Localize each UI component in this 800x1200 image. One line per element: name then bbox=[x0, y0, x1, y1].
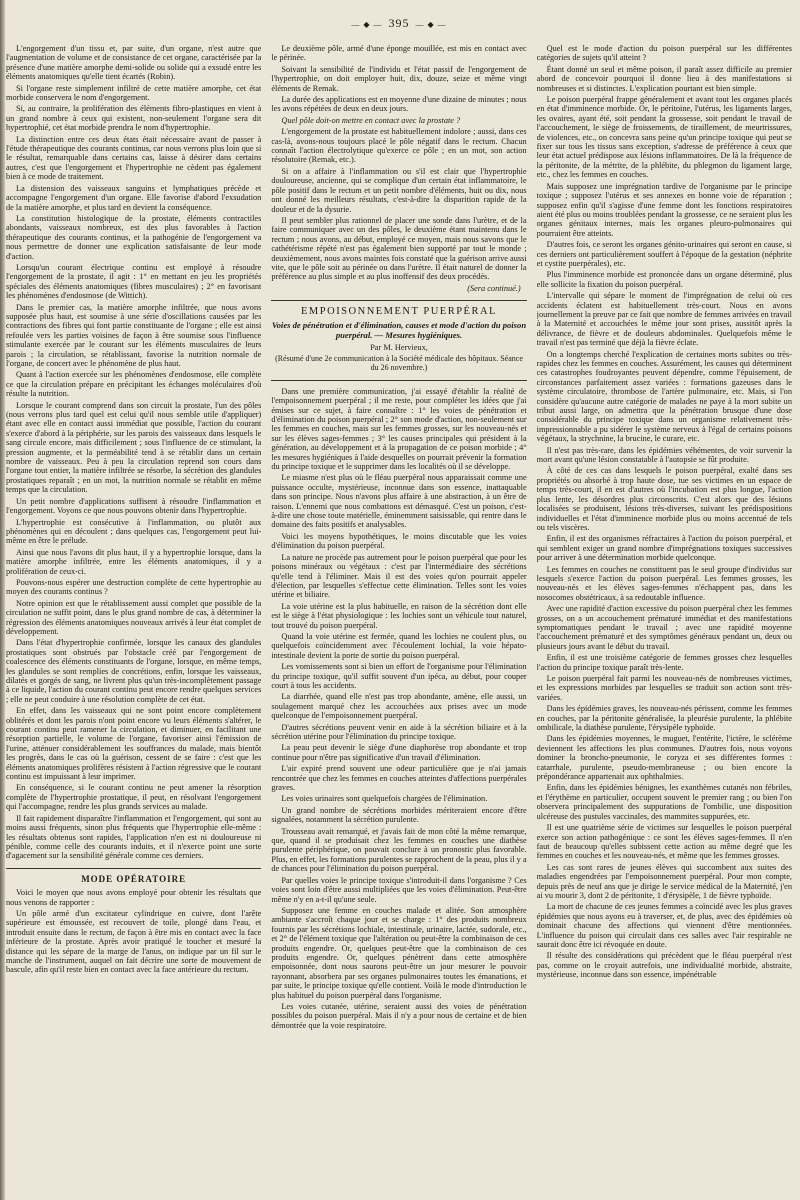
paragraph: Si l'organe reste simplement infiltré de cette matière amorphe, cet état morbide conservera le nom d'engorgement. bbox=[6, 83, 262, 103]
page-number: — ◆ — 395 — ◆ — bbox=[345, 16, 452, 30]
paragraph: Il peut sembler plus rationnel de placer une sonde dans l'urètre, et de la faire communiquer avec un des pôles, le deuxième étant maintenu dans le rectum ; nous avons, au début, employé ce moyen, mais nous savons que le cathétérisme répété n'est pas également bien supporté par tout le monde ; deuxièmement, nous avons maintes fois constaté que la guérison arrive aussi vite, que le pôle soit au périnée ou dans l'urètre. Il était naturel de donner la préférence au plus simple et au plus inoffensif des deux procédés. bbox=[271, 215, 527, 282]
column-2-paragraphs-2 bbox=[271, 127, 526, 282]
paragraph: Le miasme n'est plus où le fléau puerpéral nous apparaissait comme une puissance occulte, mystérieuse, inconnue dans son essence, inattaquable dans son principe. Nous n'avons plus affaire à une abstraction, à un être de raison. L'ennemi que nous combattons est démasqué. C'est un poison, c'est-à-dire une chose toute matérielle, éminemment saisissable, qui rentre dans le domaine des faits positifs et analysables. bbox=[271, 473, 527, 530]
paragraph: En conséquence, si le courant continu ne peut amener la résorption complète de l'hypertrophie prostatique, il peut, en résolvant l'engorgement qui l'accompagne, rendre les plus grands services au malade. bbox=[6, 783, 262, 812]
column-1-paragraphs-after bbox=[6, 888, 261, 975]
column-3 bbox=[537, 44, 792, 1194]
paragraph: Lorsqu'un courant électrique continu est employé à résoudre l'engorgement de la prostate, il agit : 1° en mettant en jeu les propriétés spéciales des éléments anatomiques (fibres musculaires) ; 2° en favorisant les phénomènes d'endosmose (de Wittich). bbox=[6, 262, 262, 301]
page-header bbox=[6, 14, 792, 44]
section-divider bbox=[6, 868, 261, 869]
paragraph: Il fait rapidement disparaître l'inflammation et l'engorgement, qui sont au moins aussi fréquents, sinon plus fréquents que l'hypertrophie elle-même : les résultats obtenus sont rapides, l'application n'en est ni douloureuse ni pénible, comme celle des courants induits, et il n'exerce point une sorte d'agacement sur la sensibilité générale comme ces derniers. bbox=[6, 813, 262, 861]
paragraph: La peau peut devenir le siège d'une diaphorèse trop abondante et trop continue pour n'être pas significative d'un travail d'élimination. bbox=[271, 743, 527, 762]
article-subtitle: Voies de pénétration et d'élimination, causes et mode d'action du poison puerpéral. — Mesures hygiéniques. bbox=[271, 319, 527, 340]
paragraph: Pouvons-nous espérer une destruction complète de cette hypertrophie au moyen des courants continus ? bbox=[6, 577, 262, 597]
paragraph: La mort de chacune de ces jeunes femmes a coïncidé avec les plus graves épidémies que nous ayons eu à traverser, et, de plus, avec des épidémies où dominait chacune des affections qui viennent d'être mentionnées. L'influence du poison qui circulait dans ces salles avec l'air respirable ne saurait donc être ici révoquée en doute. bbox=[536, 902, 792, 949]
continuation-note: (Sera continué.) bbox=[467, 283, 521, 293]
article-divider bbox=[271, 300, 526, 301]
text-columns bbox=[6, 44, 792, 1194]
paragraph: Voici le moyen que nous avons employé pour obtenir les résultats que nous venons de rapporter : bbox=[6, 888, 262, 907]
paragraph: Un petit nombre d'applications suffisent à résoudre l'inflammation et l'engorgement. Voyons ce que nous pouvons obtenir dans l'hypertrophie. bbox=[6, 496, 262, 516]
paragraph: Le poison puerpéral fait parmi les nouveau-nés de nombreuses victimes, et les expressions morbides par lesquelles se traduit son action sont très-variées. bbox=[536, 674, 792, 702]
paragraph: L'engorgement d'un tissu et, par suite, d'un organe, n'est autre que l'augmentation de volume et de consistance de cet organe, caractérisée par la présence d'une matière amorphe demi-solide ou solide qui a exsudé entre les éléments anatomiques qu'elle tient écartés (Robin). bbox=[6, 44, 262, 82]
paragraph: Dans les épidémies moyennes, le muguet, l'entérite, l'ictère, le sclérème deviennent les affections les plus communes. D'autres fois, nous voyons dominer la broncho-pneumonie, le coryza et ses différentes formes : catarrhale, purulente, pseudo-membraneuse ; ou bien encore la prépondérance appartenait aux ophthalmies. bbox=[536, 734, 792, 782]
paragraph: Un grand nombre de sécrétions morbides mériteraient encore d'être signalées, notamment la sécrétion purulente. bbox=[271, 805, 527, 825]
article-note: (Résumé d'une 2e communication à la Société médicale des hôpitaux. Séance du 26 novembre.) bbox=[275, 353, 523, 373]
paragraph: Les vomissements sont si bien un effort de l'organisme pour l'élimination du principe toxique, qu'il suffit souvent d'un ipéca, au début, pour couper court à tous les accidents. bbox=[271, 662, 527, 690]
paragraph: Il est une quatrième série de victimes sur lesquelles le poison puerpéral exerce son action pathogénique : ce sont les élèves sages-femmes. Il n'en faut de beaucoup qu'elles subissent cette action au même degré que les femmes en couches et les nouveau-nés, et même que les femmes grosses. bbox=[536, 823, 792, 861]
paragraph: L'hypertrophie est consécutive à l'inflammation, ou plutôt aux phénomènes qui en découlent ; dans quelques cas, l'engorgement peut lui-même en être le prélude. bbox=[6, 517, 262, 546]
paragraph: Avec une rapidité d'action excessive du poison puerpéral chez les femmes grosses, on a un accouchement prématuré immédiat et des manifestations symptomatiques pendant le travail ; avec une rapidité moyenne l'accouchement prématuré et des symptômes généraux pendant un, deux ou plusieurs jours avant le début du travail. bbox=[536, 604, 792, 651]
paragraph: La voie utérine est la plus habituelle, en raison de la sécrétion dont elle est le siège à l'état physiologique : les lochies sont un véhicule tout naturel, tout trouvé du poison puerpéral. bbox=[271, 601, 527, 630]
paragraph: Si, au contraire, la prolifération des éléments fibro-plastiques en vient à un grand nombre à ceux qui existent, non-seulement l'organe sera dit hypertrophié, cet état morbide prendra le nom d'hypertrophie. bbox=[6, 104, 262, 133]
paragraph: Étant donné un seul et même poison, il paraît assez difficile au premier abord de concevoir pourquoi il donne lieu à des manifestations si nombreuses et si distinctes. L'explication pourtant est bien simple. bbox=[536, 64, 792, 93]
paragraph: La constitution histologique de la prostate, éléments contractiles abondants, vaisseaux nombreux, est des plus favorables à l'action thérapeutique des courants continus, et la pathogénie de l'engorgement va nous permettre de donner une explication satisfaisante de leur mode d'action. bbox=[6, 213, 262, 261]
paragraph: Ainsi que nous l'avons dit plus haut, il y a hypertrophie lorsque, dans la matière amorphe infiltrée, entre les éléments anatomiques, il y a prolifération de ceux-ci. bbox=[6, 547, 262, 576]
paragraph: Par quelles voies le principe toxique s'introduit-il dans l'organisme ? Ces voies sont loin d'être aussi multipliées que les voies d'élimination. Peut-être même n'y en a-t-il qu'une seule. bbox=[271, 875, 527, 904]
question-line: Quel pôle doit-on mettre en contact avec la prostate ? bbox=[281, 115, 461, 125]
paragraph: Le deuxième pôle, armé d'une éponge mouillée, est mis en contact avec le périnée. bbox=[271, 44, 527, 63]
paragraph: Dans une première communication, j'ai essayé d'établir la réalité de l'empoisonnement puerpéral ; il me reste, pour compléter les idées que j'ai émises sur ce sujet, à faire connaître : 1° les voies de pénétration et d'élimination du poison puerpéral ; 2° son mode d'action, non-seulement sur les femmes en couches, mais sur les femmes grosses, sur les nouveau-nés et sur les élèves sages-femmes ; 3° les causes principales qui président à la génération, au développement et à la propagation de ce poison morbide ; 4° les mesures hygiéniques à l'aide desquelles on pourrait prévenir la formation du principe toxique et le supprimer dans les localités où il se développe. bbox=[271, 386, 527, 472]
paragraph: Enfin, dans les épidémies bénignes, les exanthèmes cutanés non fébriles, et l'érythème en particulier, occupent souvent le premier rang ; ou bien l'on observera principalement des suppurations de l'ombilic, une disposition ulcéreuse des pustules vaccinales, des mammites suppurées, etc. bbox=[536, 783, 792, 821]
paragraph: La distension des vaisseaux sanguins et lymphatiques précède et accompagne l'engorgement d'un organe. Elle favorise d'abord l'exsudation de la matière amorphe, et plus tard en devient la conséquence. bbox=[6, 183, 262, 212]
paragraph: L'intervalle qui sépare le moment de l'imprégnation de celui où ces accidents éclatent est habituellement très-court. Nous en avons journellement la preuve par ce fait que nombre de femmes arrivées en travail à la Maternité et accouchées le même jour sont prises, aussitôt après la délivrance, de fièvre et de douleurs abdominales. Quelquefois même le travail n'est pas terminé que déjà la fièvre éclate. bbox=[536, 291, 792, 348]
paragraph: Les femmes en couches ne constituent pas le seul groupe d'individus sur lesquels s'exerce l'action du poison puerpéral. Les femmes grosses, les nouveau-nés et les élèves sages-femmes n'échappent pas, dans les nosocomes obstétricaux, à sa redoutable influence. bbox=[536, 564, 792, 602]
paragraph: L'engorgement de la prostate est habituellement indolore ; aussi, dans ces cas-là, avons-nous toujours placé le pôle négatif dans le rectum. Chacun connaît l'action électrolytique qu'exerce ce pôle ; en un mot, son action résolutoire (Remak, etc.). bbox=[271, 127, 527, 165]
paragraph: Voici les moyens hypothétiques, le moins discutable que les voies d'élimination du poison puerpéral. bbox=[271, 531, 527, 551]
column-2-paragraphs-3 bbox=[271, 387, 526, 1030]
paragraph: Quant à l'action exercée sur les phénomènes d'endosmose, elle complète ce que la circulation prépare en précipitant les échanges moléculaires d'où résulte la nutrition. bbox=[6, 370, 262, 399]
page-binding-edge bbox=[0, 0, 5, 1200]
paragraph: Les cas sont rares de jeunes élèves qui succombent aux suites des maladies engendrées par l'empoisonnement puerpéral. Pour mon compte, depuis près de neuf ans que je dirige le service médical de la Maternité, j'en ai vu mourir 3, dont 2 de péritonite, 1 d'érysipèle, 1 de fièvre typhoïde. bbox=[536, 862, 792, 900]
paragraph: Un pôle armé d'un excitateur cylindrique en cuivre, dont l'arête supérieure est émoussée, est recouvert de toile, plongé dans l'eau, et introduit ensuite dans le rectum, de façon à être mis en contact avec la face inférieure de la prostate. Après avoir pratiqué le toucher et mesuré la distance qui les sépare de la marge de l'anus, on indique par un fil sur le manche de l'instrument, auquel on fait décrire une sorte de mouvement de bascule, afin qu'il reste bien en contact avec la face antérieure du rectum. bbox=[6, 908, 262, 975]
article-subrule bbox=[271, 380, 526, 381]
paragraph: À côté de ces cas dans lesquels le poison puerpéral, exalté dans ses propriétés ou absorbé à trop haute dose, tue ses victimes en un espace de temps très-court, il en est d'autres où l'incubation est plus longue, l'action plus lente, les désordres plus circonscrits. C'est alors que des lésions localisées se produisent, lésions très-diverses, suivant les prédispositions individuelles et l'état d'imminence morbide plus ou moins accentué de tels ou tels viscères. bbox=[536, 466, 792, 532]
paragraph: Il résulte des considérations qui précèdent que le fléau puerpéral n'est pas, comme on le croyait autrefois, une individualité morbide, abstraite, mystérieuse, inconnue dans son essence, impénétrable bbox=[536, 951, 792, 980]
paragraph: La nature ne procède pas autrement pour le poison puerpéral que pour les poisons minéraux ou végétaux : c'est par l'intermédiaire des sécrétions qu'elle tend à l'éliminer. Mais il est des voies qu'on pourrait appeler d'élection, par lesquelles s'effectue cette élimination. Telles sont les voies utérine et biliaire. bbox=[271, 552, 527, 600]
paragraph: Plus l'imminence morbide est prononcée dans un organe déterminé, plus elle sollicite la fixation du poison puerpéral. bbox=[536, 270, 792, 289]
paragraph: Le poison puerpéral frappe généralement et avant tout les organes placés en état d'imminence morbide. Or, le péritoine, l'utérus, les ligaments larges, les ovaires, ayant été, soit pendant la grossesse, soit pendant le travail de l'accouchement, le siège de froissements, de tiraillement, de meurtrissures, de violences, etc., on concevra sans peine qu'un principe toxique qui peut se fixer sur tous les tissus sans exception, s'adresse de préférence à ceux que leur état actuel prédispose aux lésions inflammatoires. De là la fréquence de la péritonite, de la métrite, de la phlébite, du phlegmon du ligament large, etc., chez les femmes en couches. bbox=[536, 95, 792, 180]
paragraph: Dans l'état d'hypertrophie confirmée, lorsque les canaux des glandules prostatiques sont obstrués par l'obstacle créé par l'engorgement de coalescence des éléments constituants de l'organe, lorsque, en même temps, les glandules se sont remplies de concrétions, enfin, lorsque les vaisseaux, dilatés et gorgés de sang, ne livrent plus qu'un très-incomplètement passage à ce liquide, l'action du courant continu peut encore rendre quelques services ; elle ne peut conduire à une résolution complète de cet état. bbox=[6, 638, 262, 704]
column-2-paragraphs bbox=[271, 44, 526, 114]
paragraph: Enfin, il est une troisième catégorie de femmes grosses chez lesquelles l'action du principe toxique paraît très-lente. bbox=[536, 653, 792, 672]
section-title-mode-operatoire: MODE OPÉRATOIRE bbox=[81, 873, 187, 884]
paragraph: La distinction entre ces deux états était nécessaire avant de passer à l'étude thérapeutique des courants continus, car nous verrons plus loin que si le résultat, remarquable dans certains cas, laisse à désirer dans certains autres, c'est que l'engorgement et l'hypertrophie ne cèdent pas également bien à ce mode de traitement. bbox=[6, 134, 262, 182]
paragraph: L'air expiré prend souvent une odeur particulière que je n'ai jamais rencontrée que chez les femmes en couches atteintes d'affections puerpérales graves. bbox=[271, 764, 527, 793]
paragraph: On a longtemps cherché l'explication de certaines morts subites ou très-rapides chez les femmes en couches. Assurément, les causes qui déterminent ces catastrophes foudroyantes peuvent dépendre, comme l'épuisement, de circonstances parfaitement assez variées : formations gazeuses dans le système circulatoire, thrombose de l'artère pulmonaire, etc. Mais, si l'on considère qu'aucune autre catégorie de malades ne paye à la mort subite un tribut aussi large, on admettra que la pénétration brusque d'une dose considérable du principe toxique dans un organisme relativement très-impressionnable a pu sidérer le système nerveux à l'égal de certains poisons végétaux, la strychnine, la brucine, le curare, etc. bbox=[536, 349, 792, 444]
paragraph: Soivant la sensibilité de l'individu et l'état passif de l'engorgement de l'hypertrophie, on doit employer huit, dix, douze, seize et même vingt éléments de Remak. bbox=[271, 64, 527, 93]
article-title: EMPOISONNEMENT PUERPÉRAL bbox=[301, 306, 497, 318]
column-3-paragraphs bbox=[537, 44, 792, 980]
paragraph: Trousseau avait remarqué, et j'avais fait de mon côté la même remarque, que, quand il se produisait chez les femmes en couches une diathèse purulente périphérique, on pouvait conclure à un pronostic plus favorable. Plus, en effet, les formations purulentes se rapprochent de la peau, plus il y a de chances pour l'élimination du poison puerpéral. bbox=[271, 826, 527, 874]
paragraph: Quel est le mode d'action du poison puerpéral sur les différentes catégories de sujets qu'il atteint ? bbox=[536, 44, 792, 63]
paragraph: Supposez une femme en couches malade et alitée. Son atmosphère ambiante s'accroît chaque jour et se charge : 1° des produits nombreux fournis par les sécrétions lochiale, intestinale, urinaire, lactée, sudorale, etc., et 2° de l'élément toxique que l'altération ou peut-être la combinaison de ces produits engendre. Or, quelques peut-être que la combinaison de ces produits engendre. Or, quelques pénètrent dans cette atmosphère empoisonnée, dont nous saurons peut-être un jour mesurer le pouvoir rayonnant, absorbera par ses organes pulmonaires toutes les émanations, et par suite, le principe toxique qu'elle contient. Voilà le mode d'introduction le plus habituel du poison puerpéral dans l'organisme. bbox=[271, 905, 527, 1000]
paragraph: Quand la voie utérine est fermée, quand les lochies ne coulent plus, ou quelquefois coïncidemment avec l'écoulement lochial, la voie hépato-intestinale devient la porte de sortie du poison puerpéral. bbox=[271, 631, 527, 660]
paragraph: Dans les épidémies graves, les nouveau-nés périssent, comme les femmes en couches, par la péritonite généralisée, la pleurésie purulente, la phlébite ombilicale, la diathèse purulente, l'érysipèle typhoïde. bbox=[536, 704, 792, 733]
paragraph: Enfin, il est des organismes réfractaires à l'action du poison puerpéral, et qui semblent exiger un grand nombre d'imprégnations toxiques successives pour arriver à une détermination morbide quelconque. bbox=[536, 534, 792, 563]
paragraph: En effet, dans les vaisseaux qui ne sont point encore complètement oblitérés et dont les parois n'ont point encore vu leurs éléments s'altérer, le courant continu peut ramener la circulation, et diminuer, en facilitant une résorption partielle, le volume de l'organe, favoriser ainsi l'émission de l'urine, atténuer considérablement les souffrances du malade, mais bientôt les progrès, dans le cas où la guérison, cessent de se faire : c'est que les éléments anatomiques prolifères résistent à l'action régressive que le courant continu est impuissant à leur imprimer. bbox=[6, 706, 262, 782]
paragraph: D'autres sécrétions peuvent venir en aide à la sécrétion biliaire et à la sécrétion utérine pour l'élimination du principe toxique. bbox=[271, 722, 527, 741]
article-byline: Par M. Hervieux, bbox=[370, 342, 428, 352]
paragraph: Les voies urinaires sont quelquefois chargées de l'élimination. bbox=[281, 794, 488, 804]
column-2 bbox=[271, 44, 526, 1194]
paragraph: Notre opinion est que le rétablissement aussi complet que possible de la circulation ne suffit point, dans le plus grand nombre de cas, à déterminer la régression des éléments anatomiques nouveaux arrivés à leur état complet de développement. bbox=[6, 598, 262, 636]
column-1-paragraphs bbox=[6, 44, 261, 861]
paragraph: Lorsque le courant comprend dans son circuit la prostate, l'un des pôles (nous verrons plus tard quel est celui qu'il nous semble utile d'appliquer) étant avec elle en contact aussi immédiat que possible, l'action du courant s'exerce d'abord à la périphérie, sur les parois des vaisseaux dans lesquels le sang circule encore, mais difficilement ; sous l'influence de ce stimulant, la pression augmente, et la perméabilité tend à se rétablir dans un certain nombre de vaisseaux. Peu à peu la circulation reprend son cours dans l'organe tout entier, la matière infiltrée se résorbe, la sécrétion des glandules prostatiques reparaît ; en un mot, la nutrition normale se rétablit en même temps que la circulation. bbox=[6, 400, 262, 495]
paragraph: Les voies cutanée, utérine, seraient aussi des voies de pénétration possibles du poison puerpéral. Mais il n'y a pour nous de certaine et de bien démontrée que la voie respiratoire. bbox=[271, 1001, 527, 1030]
paragraph: Si on a affaire à l'inflammation ou s'il est clair que l'hypertrophie douloureuse, ancienne, qui se complique d'un certain état inflammatoire, le pôle positif dans le rectum et un petit nombre d'éléments, huit ou dix, nous ont donné les meilleurs résultats, c'est-à-dire la disparition rapide de la douleur et de la dysurie. bbox=[271, 166, 527, 214]
paragraph: Mais supposez une imprégnation tardive de l'organisme par le principe toxique ; supposez l'utérus et ses annexes en bonne voie de réparation ; supposez enfin qu'il s'agisse d'une femme dont les fonctions respiratoires aient été plus ou moins troublées pendant la grossesse, ce ne seraient plus les organes génitaux internes, mais les organes pleuro-pulmonaires qui pourraient être atteints. bbox=[536, 181, 792, 238]
paragraph: D'autres fois, ce seront les organes génito-urinaires qui seront en cause, si ces derniers ont particulièrement souffert à l'époque de la gestation (néphrite et cystite puerpérales), etc. bbox=[536, 240, 792, 268]
paragraph: Dans le premier cas, la matière amorphe infiltrée, que nous avons supposée plus haut, est soumise à une série d'oscillations causées par les contractions des fibres qui font partie constituante de l'organe ; elle est ainsi refoulée vers les parties voisines de façon à être soumise sous l'influence stimulante exercée par le courant sur les éléments musculaires de leurs parois ; la circulation, se rétablissant, favorise la nutrition normale de l'organe, de concert avec le phénomène de plus haut. bbox=[6, 302, 262, 368]
paragraph: La diarrhée, quand elle n'est pas trop abondante, amène, elle aussi, un soulagement marqué chez les accouchées aux prises avec un mode quelconque de l'empoisonnement puerpéral. bbox=[271, 692, 527, 721]
paragraph: Il n'est pas très-rare, dans les épidémies véhémentes, de voir survenir la mort avant qu'une lésion constatable à l'autopsie se fût produite. bbox=[536, 445, 792, 465]
column-1 bbox=[6, 44, 261, 1194]
paragraph: La durée des applications est en moyenne d'une dizaine de minutes ; nous les avons répétées de deux en deux jours. bbox=[271, 95, 527, 114]
